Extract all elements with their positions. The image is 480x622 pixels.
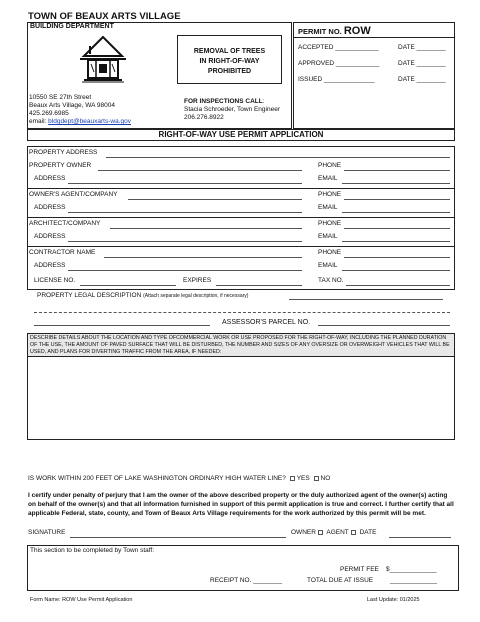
form-name: Form Name: ROW Use Permit Application <box>30 597 133 603</box>
legal-description-input-2[interactable] <box>34 312 450 313</box>
permit-fee-label: PERMIT FEE <box>340 566 379 573</box>
permit-no-label: PERMIT NO. <box>298 27 342 36</box>
signature-label: SIGNATURE <box>28 529 66 536</box>
city-address: Beaux Arts Village, WA 98004 <box>29 102 115 109</box>
contractor-address-label: ADDRESS <box>34 262 66 269</box>
contractor-input[interactable] <box>104 257 302 258</box>
agent-input[interactable] <box>128 199 302 200</box>
no-label: NO <box>320 475 331 483</box>
form-title: RIGHT-OF-WAY USE PERMIT APPLICATION <box>158 130 324 139</box>
architect-email-input[interactable] <box>342 241 450 242</box>
agent-email-label: EMAIL <box>318 204 338 211</box>
inspections-colon: : <box>262 98 265 105</box>
property-address-input[interactable] <box>106 157 450 158</box>
tax-input[interactable] <box>346 285 450 286</box>
architect-address-input[interactable] <box>68 241 302 242</box>
property-address-label: PROPERTY ADDRESS <box>29 149 98 156</box>
approved-date-field[interactable]: DATE ________ <box>398 60 446 67</box>
notice-line-3: PROHIBITED <box>207 68 252 75</box>
architect-input[interactable] <box>110 228 302 229</box>
tax-label: TAX NO. <box>318 277 344 284</box>
owner-email-input[interactable] <box>342 183 450 184</box>
permit-divider <box>293 37 455 38</box>
no-checkbox[interactable] <box>314 476 319 481</box>
staff-note: This section to be completed by Town staff: <box>30 547 155 554</box>
architect-phone-input[interactable] <box>344 228 450 229</box>
legal-description-note: (Attach separate legal description, if necessary) <box>143 293 249 299</box>
divider-owner <box>27 188 455 189</box>
total-due-input[interactable]: _____________ <box>390 577 437 584</box>
inspections-line <box>184 99 265 106</box>
divider-architect <box>27 246 455 247</box>
details-prompt: DESCRIBE DETAILS ABOUT THE LOCATION AND TYPE OFCOMMERCIAL WORK OR USE PROPOSED FOR THE RIGHT-OF-WAY, INCLUDING THE PLANNED DURATION OF THE USE, THE AMOUNT OF PAVED SURFACE THAT WILL BE DISTURBED, THE NUMBER AND SIZES OF ANY OVERSIZE OR OVERWEIGHT VEHICLES THAT WILL BE USED, AND PLANS FOR DIVERTING TRAFFIC FROM THE AREA, IF NEEDED: <box>30 335 450 355</box>
town-name: TOWN OF BEAUX ARTS VILLAGE <box>28 11 181 22</box>
parcel-input[interactable] <box>318 325 450 326</box>
notice-line-2: IN RIGHT-OF-WAY <box>199 58 260 65</box>
owner-address-label: ADDRESS <box>34 175 66 182</box>
town-logo <box>78 34 128 84</box>
signature-input[interactable] <box>70 537 286 538</box>
total-due-label: TOTAL DUE AT ISSUE <box>307 577 374 584</box>
role-line <box>291 530 376 537</box>
lake-question-line <box>28 476 330 483</box>
agent-phone-label: PHONE <box>318 191 342 198</box>
inspector-phone: 206.276.8922 <box>184 114 224 121</box>
town-phone: 425.269.6985 <box>29 110 69 117</box>
divider-agent <box>27 217 455 218</box>
owner-phone-label: PHONE <box>318 162 342 169</box>
architect-label: ARCHITECT/COMPANY <box>29 220 101 227</box>
legal-description-line <box>37 293 248 300</box>
expires-label: EXPIRES <box>183 277 212 284</box>
permit-no-line <box>298 26 371 37</box>
inspector-name: Stacia Schroeder, Town Engineer <box>184 106 280 113</box>
lake-question: IS WORK WITHIN 200 FEET OF LAKE WASHINGTON ORDINARY HIGH WATER LINE? <box>28 475 286 483</box>
agent-role-label: AGENT <box>326 529 349 537</box>
agent-checkbox[interactable] <box>351 530 356 535</box>
email-line <box>29 119 131 126</box>
signature-date-label: DATE <box>359 529 377 537</box>
contractor-email-input[interactable] <box>342 270 450 271</box>
street-address: 10550 SE 27th Street <box>29 94 92 101</box>
owner-checkbox[interactable] <box>318 530 323 535</box>
department-name: BUILDING DEPARTMENT <box>30 23 114 30</box>
parcel-label: ASSESSOR'S PARCEL NO. <box>222 319 311 326</box>
architect-email-label: EMAIL <box>318 233 338 240</box>
owner-label: OWNER <box>291 529 316 537</box>
contractor-phone-input[interactable] <box>344 257 450 258</box>
signature-date-input[interactable] <box>389 537 451 538</box>
last-update: Last Update: 01/2025 <box>367 597 420 603</box>
agent-address-label: ADDRESS <box>34 204 66 211</box>
legal-description-input[interactable] <box>289 299 443 300</box>
owner-address-input[interactable] <box>68 183 302 184</box>
notice-line-1: REMOVAL OF TREES <box>193 48 266 55</box>
receipt-field[interactable]: RECEIPT NO. ________ <box>210 577 283 584</box>
accepted-date-field[interactable]: DATE ________ <box>398 44 446 51</box>
agent-phone-input[interactable] <box>344 199 450 200</box>
owner-email-label: EMAIL <box>318 175 338 182</box>
yes-checkbox[interactable] <box>290 476 295 481</box>
permit-number: ROW <box>343 25 371 37</box>
architect-address-label: ADDRESS <box>34 233 66 240</box>
contractor-email-label: EMAIL <box>318 262 338 269</box>
certification-text: I certify under penalty of perjury that I am the owner of the above described property or the duly authorized agent of the owner(s) acting on behalf of the owner(s) and that all information furnished in support of this permit application is true and correct. I further certify that all applicable Federal, state, county, and Town of Beaux Arts Village requirements for the work authorized by this permit will be met. <box>28 492 454 517</box>
contractor-phone-label: PHONE <box>318 249 342 256</box>
agent-label: OWNER'S AGENT/COMPANY <box>29 191 118 198</box>
approved-field[interactable]: APPROVED ____________ <box>298 60 380 67</box>
contractor-label: CONTRACTOR NAME <box>29 249 96 256</box>
permit-fee-input[interactable]: $_____________ <box>386 566 437 573</box>
contractor-address-input[interactable] <box>68 270 302 271</box>
property-owner-label: PROPERTY OWNER <box>29 162 92 169</box>
architect-phone-label: PHONE <box>318 220 342 227</box>
email-link[interactable]: bldgdept@beauxarts-wa.gov <box>48 118 131 125</box>
yes-label: YES <box>296 475 310 483</box>
issued-field[interactable]: ISSUED ______________ <box>298 76 375 83</box>
inspections-label: FOR INSPECTIONS CALL <box>184 98 263 105</box>
issued-date-field[interactable]: DATE ________ <box>398 76 446 83</box>
owner-phone-input[interactable] <box>344 170 450 171</box>
expires-input[interactable] <box>216 285 302 286</box>
agent-address-input[interactable] <box>68 212 302 213</box>
license-label: LICENSE NO. <box>34 277 76 284</box>
legal-description-label: PROPERTY LEGAL DESCRIPTION <box>37 292 142 299</box>
license-input[interactable] <box>80 285 176 286</box>
email-label: email: <box>29 118 47 125</box>
accepted-field[interactable]: ACCEPTED ____________ <box>298 44 379 51</box>
legal-description-input-3[interactable] <box>34 325 210 326</box>
property-owner-input[interactable] <box>98 170 302 171</box>
agent-email-input[interactable] <box>342 212 450 213</box>
